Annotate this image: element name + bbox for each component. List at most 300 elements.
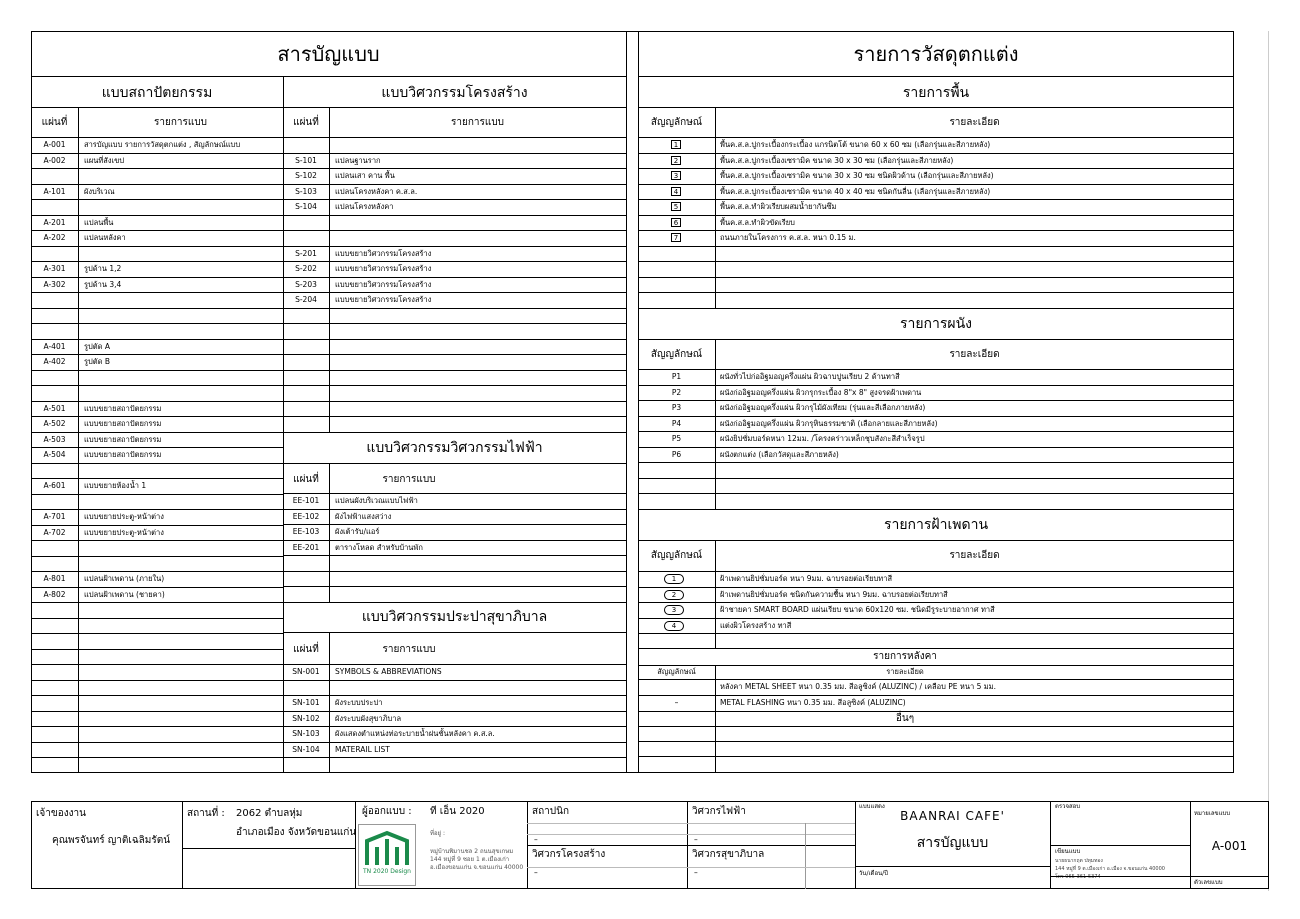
wall-top-rule <box>638 308 1234 309</box>
elec-sheet-no: EE-101 <box>292 496 320 505</box>
floor-symbol: 3 <box>671 171 681 180</box>
arch-sheet-desc: ผังบริเวณ <box>84 186 115 196</box>
wall-desc: ผนังก่ออิฐมอญครึ่งแผ่น ผิวกรุไม้ผังเทียม (รุ่นและสีเลือกภายหลัง) <box>720 403 926 412</box>
arch-sheet-no: A-502 <box>43 419 66 428</box>
arch-sheet-no: A-301 <box>43 264 66 273</box>
wall-symbol: P4 <box>671 418 682 428</box>
plumb-grid-line <box>283 680 626 681</box>
floor-symbol: 1 <box>671 140 681 149</box>
arch-grid-line <box>31 385 283 386</box>
ceiling-grid-line <box>638 587 1234 588</box>
floor-col-desc: รายละเอียด <box>949 117 1000 128</box>
arch-dash: – <box>534 835 538 844</box>
struct-grid-line <box>283 261 626 262</box>
struct-sheet-no: S-102 <box>295 171 317 180</box>
elec-dash: – <box>694 835 698 844</box>
wall-symbol: P5 <box>671 434 682 443</box>
arch-sheet-no: A-504 <box>43 450 66 459</box>
arch-grid-line <box>31 184 283 185</box>
elec-label: วิศวกรไฟฟ้า <box>692 806 746 817</box>
arch-grid-line <box>31 277 283 278</box>
arch-sheet-no: A-701 <box>43 512 66 521</box>
roof-colhead-rule <box>638 679 1234 680</box>
other-rule-3 <box>638 756 1234 757</box>
struct-grid-line <box>283 339 626 340</box>
arch-grid-line <box>31 742 283 743</box>
arch-sheet-desc: แบบขยายสถาปัตยกรรม <box>84 403 162 413</box>
owner-label: เจ้าของงาน <box>36 808 86 819</box>
plumb-sheet-no: SN-101 <box>292 698 320 707</box>
floor-desc: ถนนภายในโครงการ ค.ส.ล. หนา 0.15 ม. <box>720 233 856 242</box>
wall-symbol: P1 <box>671 372 682 381</box>
sheet-title: สารบัญแบบ <box>916 835 989 851</box>
floor-desc: พื้นค.ส.ล.ทำผิวขัดเรียบ <box>720 217 795 227</box>
arch-grid-line <box>31 664 283 665</box>
arch-sheet-no: A-202 <box>43 233 66 242</box>
floor-grid-line <box>638 292 1234 293</box>
arch-grid-line <box>31 308 283 309</box>
ceiling-symbol: 1 <box>664 574 684 584</box>
wall-grid-line <box>638 385 1234 386</box>
arch-grid-line <box>31 168 283 169</box>
arch-grid-line <box>31 556 283 557</box>
elec-grid-line <box>283 555 626 556</box>
wall-symbol: P3 <box>671 403 682 412</box>
sheetno-label: หมายเลขแบบ <box>1194 810 1231 817</box>
arch-sheet-desc: แบบขยายสถาปัตยกรรม <box>84 434 162 444</box>
arch-sheet-desc: รูปตัด B <box>84 357 111 366</box>
addr-line2: 144 หมู่ที่ 9 ซอย 1 ต.เมืองเก่า <box>430 856 510 863</box>
arch-grid-line <box>31 401 283 402</box>
elec-sheet-desc: แปลนผังบริเวณแบบไฟฟ้า <box>335 496 418 505</box>
wall-grid-line <box>638 416 1234 417</box>
floor-grid-line <box>638 215 1234 216</box>
plumb-sheet-no: SN-104 <box>292 744 320 754</box>
drawer-label: เขียนแบบ <box>1055 848 1081 855</box>
sheet-divider-2 <box>638 31 639 773</box>
plumb-sheet-no: SN-001 <box>292 667 320 676</box>
arch-sheet-desc: แปลนพื้น <box>84 217 114 227</box>
ceiling-colhead-rule <box>638 571 1234 572</box>
elec-grid-line <box>283 509 626 510</box>
wall-desc: ผนังทั่วไปก่ออิฐมอญครึ่งแผ่น ผิวฉาบปูนเรียบ 2 ด้านทาสี <box>720 372 900 381</box>
floor-col-divider <box>715 107 716 308</box>
plumb-colhead-rule <box>283 664 626 665</box>
elec-top-rule <box>283 432 626 433</box>
arch-grid-line <box>31 416 283 417</box>
roof-desc: METAL FLASHING หนา 0.35 มม. สีอลูซิงค์ (ALUZINC) <box>720 697 906 707</box>
wall-grid-line <box>638 462 1234 463</box>
arch-col-desc: รายการแบบ <box>153 117 208 128</box>
arch-rule-2 <box>527 834 687 835</box>
arch-sheet-desc: แปลนฝ้าเพดาน (ชายคา) <box>84 589 165 599</box>
logo-mark-icon <box>359 825 415 885</box>
arch-rule-1 <box>527 823 687 824</box>
project-label: แบบแสดง <box>859 803 885 810</box>
tb-div-2 <box>355 801 356 889</box>
ceiling-grid-line <box>638 633 1234 634</box>
arch-grid-line <box>31 618 283 619</box>
plumb-col-desc: รายการแบบ <box>382 644 436 655</box>
elec-grid-line <box>283 540 626 541</box>
arch-grid-line <box>31 230 283 231</box>
checker-label: ตรวจสอบ <box>1055 803 1081 810</box>
arch-grid-line <box>31 540 283 541</box>
struct-grid-line <box>283 230 626 231</box>
arch-grid-line <box>31 509 283 510</box>
struct-grid-line <box>283 153 626 154</box>
floor-desc: พื้นค.ส.ล.ปูกระเบื้องกระเบื้อง แกรนิตโต้ ขนาด 60 x 60 ซม (เลือกรุ่นและสีภายหลัง) <box>720 140 991 149</box>
plumb-sheet-no: SN-102 <box>292 713 320 723</box>
struct-sheet-no: S-204 <box>295 295 317 304</box>
sanit-rule <box>687 867 855 868</box>
outer-frame-edge <box>1268 31 1269 891</box>
wall-colhead-rule <box>638 369 1234 370</box>
struct-sheet-desc: แปลนฐานราก <box>335 155 381 165</box>
arch-grid-line <box>31 246 283 247</box>
floor-header-rule <box>638 107 1234 108</box>
plumb-grid-line <box>283 742 626 743</box>
struct-col-divider <box>329 107 330 432</box>
wall-grid-line <box>638 400 1234 401</box>
arch-sheet-no: A-601 <box>43 481 66 490</box>
arch-grid-line <box>31 525 283 526</box>
ceiling-col-sym: สัญญลักษณ์ <box>650 550 703 561</box>
arch-sheet-no: A-802 <box>43 589 66 599</box>
arch-grid-line <box>31 153 283 154</box>
struct-section-title: แบบวิศวกรรมโครงสร้าง <box>381 85 528 101</box>
struct-sheet-desc: แบบขยายวิศวกรรมโครงสร้าง <box>335 248 432 258</box>
arch-sheet-no: A-302 <box>43 279 66 289</box>
plumb-top-rule <box>283 602 626 603</box>
floor-grid-line <box>638 199 1234 200</box>
arch-label: สถาปนิก <box>532 806 570 817</box>
wall-grid-line <box>638 431 1234 432</box>
struct-label: วิศวกรโครงสร้าง <box>532 849 606 860</box>
arch-grid-line <box>31 261 283 262</box>
roof-grid-line <box>638 695 1234 696</box>
arch-sheet-desc: แบบขยายประตู-หน้าต่าง <box>84 512 164 521</box>
plumb-grid-line <box>283 726 626 727</box>
plumb-grid-line <box>283 757 626 758</box>
tn2020-logo <box>358 824 416 886</box>
site-line1: 2062 ตำบลหุ่ม <box>236 808 303 819</box>
wall-header-rule <box>638 339 1234 340</box>
wall-symbol: P6 <box>671 449 682 459</box>
drawer-name: นายธนากฤต ปทุมทอง <box>1055 858 1103 864</box>
ceiling-desc: ฝ้าชายคา SMART BOARD แผ่นเรียบ ขนาด 60x120 ซม. ชนิดมีรูระบายอากาศ ทาสี <box>720 605 995 614</box>
arch-grid-line <box>31 571 283 572</box>
struct-sheet-no: S-103 <box>295 186 317 196</box>
elec-sheet-desc: ผังเต้ารับ/แอร์ <box>335 527 380 536</box>
struct-grid-line <box>283 292 626 293</box>
arch-grid-line <box>31 478 283 479</box>
wall-section-title: รายการผนัง <box>899 316 973 332</box>
struct-sheet-desc: แปลนโครงหลังคา ค.ส.ล. <box>335 186 418 196</box>
logo-text: TN 2020 Design <box>363 868 411 875</box>
wall-desc: ผนังก่ออิฐมอญครึ่งแผ่น ผิวกรุกระเบื้อง 8"x 8" สูงจรดฝ้าเพดาน <box>720 387 922 397</box>
ceiling-desc: แต่งผิวโครงสร้าง ทาสี <box>720 620 792 630</box>
wall-col-divider <box>715 339 716 509</box>
arch-grid-line <box>31 323 283 324</box>
elec-sheet-desc: ผังไฟฟ้าแสงสว่าง <box>335 511 392 521</box>
wall-grid-line <box>638 447 1234 448</box>
floor-symbol: 6 <box>671 218 681 227</box>
ceiling-desc: ฝ้าเพดานยิปซั่มบอร์ด ชนิดกันความชื้น หนา 9มม. ฉาบรอยต่อเรียบทาสี <box>720 589 948 599</box>
elec-col-desc: รายการแบบ <box>382 474 436 485</box>
arch-grid-line <box>31 447 283 448</box>
arch-section-title: แบบสถาปัตยกรรม <box>101 85 213 101</box>
plumb-grid-line <box>283 711 626 712</box>
wall-grid-line <box>638 493 1234 494</box>
wall-desc: ผนังก่ออิฐมอญครึ่งแผ่น ผิวกรุหินธรรมชาติ (เลือกลายและสีภายหลัง) <box>720 418 938 428</box>
elec-sheet-no: EE-201 <box>292 542 320 552</box>
ceiling-header-rule <box>638 540 1234 541</box>
other-rule-2 <box>638 741 1234 742</box>
struct-grid-line <box>283 308 626 309</box>
arch-sheet-no: A-402 <box>43 357 66 366</box>
struct-grid-line <box>283 215 626 216</box>
struct-sheet-desc: แปลนเสา คาน พื้น <box>335 171 395 180</box>
owner-name: คุณพรจันทร์ ญาติเฉลิมรัตน์ <box>52 835 171 846</box>
date-rule <box>855 866 1050 867</box>
elec-header-rule <box>283 463 626 464</box>
arch-sheet-desc: แปลนฝ้าเพดาน (ภายใน) <box>84 574 165 583</box>
struct-sheet-no: S-104 <box>295 202 317 211</box>
plumb-sheet-desc: ผังระบบผังสุขาภิบาล <box>335 713 402 723</box>
arch-sheet-desc: แบบขยายประตู-หน้าต่าง <box>84 527 164 537</box>
materials-title: รายการวัสดุตกแต่ง <box>853 42 1019 66</box>
struct-colhead-rule <box>283 137 626 138</box>
ceiling-grid-line <box>638 618 1234 619</box>
roof-header-rule <box>638 665 1234 666</box>
elec-col-divider <box>329 463 330 602</box>
site-line2: อำเภอเมือง จังหวัดขอนแก่น <box>236 827 357 838</box>
wall-desc: ผนังยิปซั่มบอร์ดหนา 12มม. /โครงคร่าวเหล็กชุบสังกะสีสำเร็จรูป <box>720 434 925 443</box>
arch-grid-line <box>31 432 283 433</box>
addr-line1: หมู่บ้านพิมานชล 2 ถนนสุขเกษม <box>430 848 514 855</box>
arch-grid-line <box>31 633 283 634</box>
struct-sheet-desc: แบบขยายวิศวกรรมโครงสร้าง <box>335 279 432 289</box>
index-title: สารบัญแบบ <box>277 42 380 66</box>
arch-sheet-desc: รูปด้าน 1,2 <box>84 264 122 273</box>
arch-sheet-no: A-101 <box>43 186 66 196</box>
tb-div-1 <box>182 801 183 889</box>
arch-sheet-desc: แบบขยายสถาปัตยกรรม <box>84 419 162 428</box>
struct-grid-line <box>283 199 626 200</box>
roof-col-desc: รายละเอียด <box>886 667 924 676</box>
plumb-sheet-no: SN-103 <box>292 729 320 738</box>
elec-col-sheet: แผ่นที่ <box>293 474 319 485</box>
designer-label: ผู้ออกแบบ : <box>362 806 412 817</box>
arch-grid-line <box>31 726 283 727</box>
floor-desc: พื้นค.ส.ล.ทำผิวเรียบผสมน้ำยากันซึม <box>720 202 837 211</box>
floor-symbol: 7 <box>671 233 681 242</box>
ceiling-section-title: รายการฝ้าเพดาน <box>883 517 989 533</box>
arch-sheet-no: A-401 <box>43 341 66 351</box>
struct-grid-line <box>283 184 626 185</box>
arch-grid-line <box>31 680 283 681</box>
arch-grid-line <box>31 649 283 650</box>
arch-sheet-desc: แปลนหลังคา <box>84 233 126 242</box>
materials-title-rule <box>638 76 1234 77</box>
elec-sign-div <box>805 823 806 889</box>
arch-sheet-no: A-503 <box>43 434 66 444</box>
struct-grid-line <box>283 401 626 402</box>
ceiling-grid-line <box>638 602 1234 603</box>
sanit-dash: – <box>694 868 698 877</box>
floor-colhead-rule <box>638 137 1234 138</box>
struct-col-desc: รายการแบบ <box>450 117 505 128</box>
roof-col-sym: สัญญลักษณ์ <box>657 667 696 676</box>
struct-sheet-no: S-203 <box>295 279 317 289</box>
floor-section-title: รายการพื้น <box>902 85 970 101</box>
elec-sheet-no: EE-103 <box>292 527 320 536</box>
arch-grid-line <box>31 199 283 200</box>
floor-desc: พื้นค.ส.ล.ปูกระเบื้องเซรามิค ขนาด 30 x 30 ซม ชนิดผิวด้าน (เลือกรุ่นและสีภายหลัง) <box>720 171 994 180</box>
plumb-grid-line <box>283 695 626 696</box>
arch-grid-line <box>31 339 283 340</box>
arch-sheet-desc: แบบขยายห้องน้ำ 1 <box>84 481 147 490</box>
struct-col-sheet: แผ่นที่ <box>293 117 319 128</box>
arch-sheet-desc: สารบัญแบบ รายการวัสดุตกแต่ง , สัญลักษณ์แบบ <box>84 140 241 149</box>
addr-line3: อ.เมืองขอนแก่น จ.ขอนแก่น 40000 <box>430 864 524 871</box>
struct-sheet-no: S-201 <box>295 248 317 258</box>
elec-sheet-no: EE-102 <box>292 511 320 521</box>
site-rule <box>182 848 355 849</box>
other-rule-1 <box>638 726 1234 727</box>
struct-grid-line <box>283 246 626 247</box>
plumb-header-rule <box>283 632 626 633</box>
struct-grid-line <box>283 277 626 278</box>
ceiling-symbol: 3 <box>664 605 684 615</box>
ceiling-desc: ฝ้าเพดานยิปซั่มบอร์ด หนา 9มม. ฉาบรอยต่อเรียบทาสี <box>720 574 893 583</box>
plumb-sheet-desc: MATERAIL LIST <box>335 744 390 754</box>
struct-grid-line <box>283 323 626 324</box>
wall-col-sym: สัญญลักษณ์ <box>650 349 703 360</box>
arch-grid-line <box>31 463 283 464</box>
struct-sheet-no: S-101 <box>295 155 317 165</box>
arch-grid-line <box>31 587 283 588</box>
roof-top-rule <box>638 648 1234 649</box>
sheet-divider <box>626 31 627 773</box>
sheet-number: A-001 <box>1211 839 1248 853</box>
roof-desc: หลังคา METAL SHEET หนา 0.35 มม. สีอลูซิงค์ (ALUZINC) / เคลือบ PE หนา 5 มม. <box>720 682 996 691</box>
floor-grid-line <box>638 277 1234 278</box>
plumb-section-title: แบบวิศวกรรมประปาสุขาภิบาล <box>361 609 548 625</box>
ceiling-col-desc: รายละเอียด <box>949 550 1000 561</box>
roof-section-title: รายการหลังคา <box>873 651 937 662</box>
arch-grid-line <box>31 602 283 603</box>
floor-grid-line <box>638 168 1234 169</box>
ceiling-symbol: 2 <box>664 590 684 600</box>
arch-sheet-no: A-501 <box>43 403 66 413</box>
arch-sheet-desc: แบบขยายสถาปัตยกรรม <box>84 450 162 459</box>
plumb-sheet-desc: ผังแสดงตำแหน่งท่อระบายน้ำฝนชั้นหลังคา ค.ส.ล. <box>335 729 495 738</box>
sanit-label: วิศวกรสุขาภิบาล <box>692 849 765 860</box>
elec-grid-line <box>283 571 626 572</box>
floor-grid-line <box>638 261 1234 262</box>
elec-colhead-rule <box>283 493 626 494</box>
checker-rule <box>1050 845 1190 846</box>
elec-rule-1 <box>687 823 855 824</box>
floor-grid-line <box>638 230 1234 231</box>
floor-symbol: 4 <box>671 187 681 196</box>
elec-grid-line <box>283 586 626 587</box>
floor-desc: พื้นค.ส.ล.ปูกระเบื้องเซรามิค ขนาด 30 x 30 ซม (เลือกรุ่นและสีภายหลัง) <box>720 155 954 165</box>
plumb-sheet-desc: ผังระบบประปา <box>335 698 383 707</box>
plumb-col-divider <box>329 632 330 773</box>
addr-label: ที่อยู่ : <box>430 830 446 837</box>
project-name: BAANRAI CAFE' <box>900 809 1005 823</box>
arch-sheet-desc: รูปด้าน 3,4 <box>84 279 122 289</box>
floor-grid-line <box>638 184 1234 185</box>
other-section-title: อื่นๆ <box>895 713 915 724</box>
arch-sheet-no: A-702 <box>43 527 66 537</box>
total-rule <box>1050 876 1269 877</box>
arch-sheet-no: A-801 <box>43 574 66 583</box>
arch-grid-line <box>31 494 283 495</box>
struct-grid-line <box>283 385 626 386</box>
arch-colhead-rule <box>31 137 283 138</box>
date-label: วัน/เดือน/ปี <box>859 870 888 877</box>
total-label: ตัวเลขแบบ <box>1194 879 1223 886</box>
struct-sheet-desc: แบบขยายวิศวกรรมโครงสร้าง <box>335 264 432 273</box>
floor-desc: พื้นค.ส.ล.ปูกระเบื้องเซรามิค ขนาด 40 x 40 ซม ชนิดกันลื่น (เลือกรุ่นและสีภายหลัง) <box>720 186 991 196</box>
wall-symbol: P2 <box>671 387 682 397</box>
elec-section-title: แบบวิศวกรรมวิศวกรรมไฟฟ้า <box>366 440 543 456</box>
arch-grid-line <box>31 711 283 712</box>
arch-grid-line <box>31 370 283 371</box>
floor-symbol: 2 <box>671 156 681 165</box>
struct-sheet-desc: แปลนโครงหลังคา <box>335 202 394 211</box>
designer-name: ที เอ็น 2020 <box>430 806 485 817</box>
ceiling-top-rule <box>638 509 1234 510</box>
arch-col-sheet: แผ่นที่ <box>41 117 68 128</box>
arch-sheet-no: A-201 <box>43 217 66 227</box>
ceiling-symbol: 4 <box>664 621 684 631</box>
ceiling-col-divider <box>715 540 716 648</box>
struct-grid-line <box>283 168 626 169</box>
arch-grid-line <box>31 215 283 216</box>
arch-sheet-no: A-001 <box>43 140 66 149</box>
arch-grid-line <box>31 757 283 758</box>
floor-grid-line <box>638 246 1234 247</box>
arch-grid-line <box>31 292 283 293</box>
roof-symbol: – <box>674 697 679 707</box>
elec-sheet-desc: ตารางโหลด สำหรับบ้านพัก <box>335 542 423 552</box>
struct-grid-line <box>283 416 626 417</box>
wall-desc: ผนังตกแต่ง (เลือกวัสดุและสีภายหลัง) <box>720 449 839 459</box>
index-title-rule <box>31 76 626 77</box>
wall-grid-line <box>638 478 1234 479</box>
struct-rule <box>527 867 687 868</box>
struct-grid-line <box>283 370 626 371</box>
floor-symbol: 5 <box>671 202 681 211</box>
elec-rule-2 <box>687 834 855 835</box>
struct-grid-line <box>283 354 626 355</box>
struct-dash: – <box>534 868 538 877</box>
arch-col-divider <box>78 107 79 773</box>
struct-sheet-no: S-202 <box>295 264 317 273</box>
arch-sheet-no: A-002 <box>43 155 66 165</box>
elec-grid-line <box>283 524 626 525</box>
site-label: สถานที่ : <box>187 808 225 819</box>
arch-sheet-desc: รูปตัด A <box>84 341 111 351</box>
plumb-sheet-desc: SYMBOLS & ABBREVIATIONS <box>335 667 442 676</box>
wall-col-desc: รายละเอียด <box>949 349 1000 360</box>
struct-sheet-desc: แบบขยายวิศวกรรมโครงสร้าง <box>335 295 432 304</box>
